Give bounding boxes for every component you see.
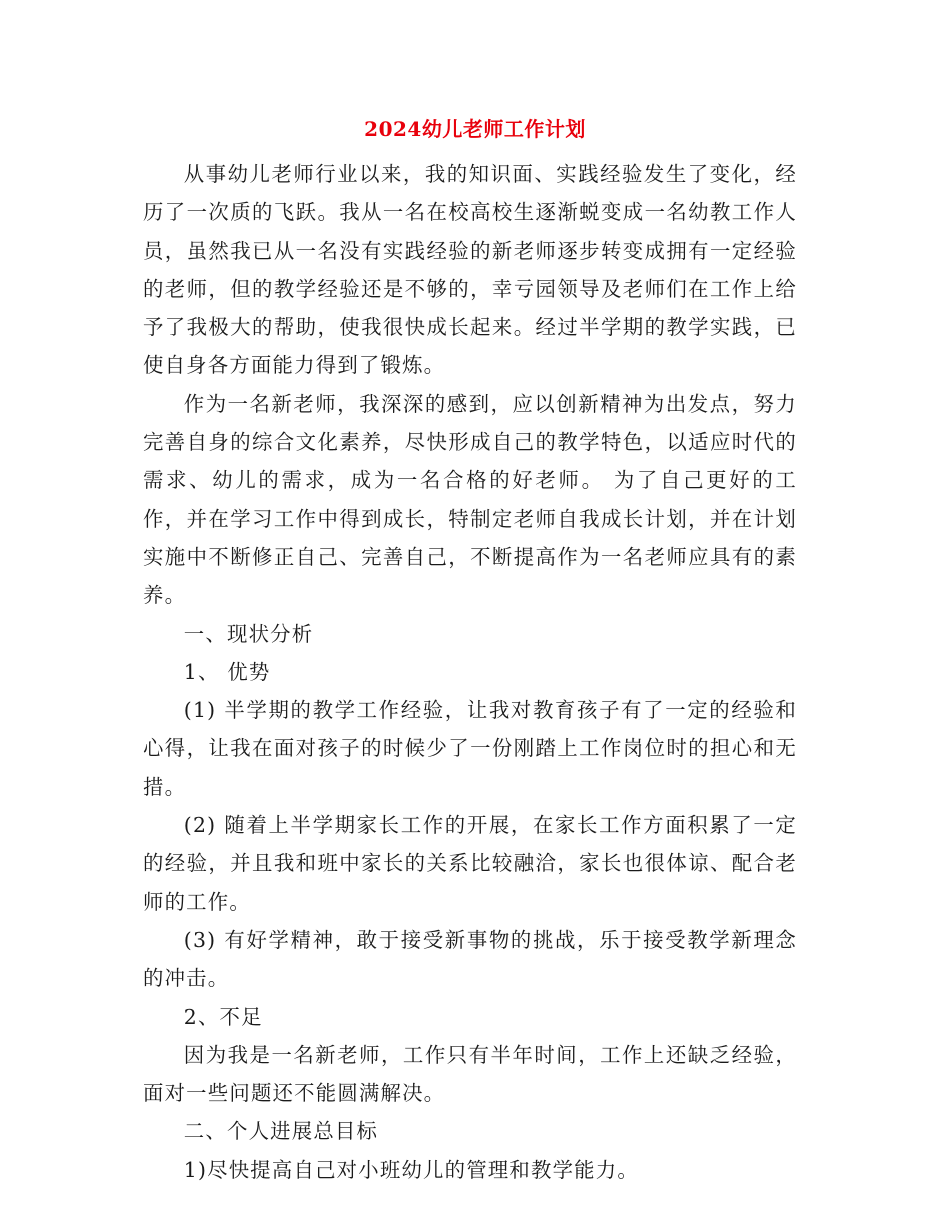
- document-body: [143, 155, 797, 1189]
- strength-item-3: (3) 有好学精神，敢于接受新事物的挑战，乐于接受教学新理念的冲击。: [143, 927, 797, 991]
- subheading-weaknesses: 2、不足: [183, 1004, 263, 1029]
- weakness-paragraph: 因为我是一名新老师，工作只有半年时间，工作上还缺乏经验，面对一些问题还不能圆满解决。: [143, 1042, 797, 1106]
- paragraph-intro-experience: 从事幼儿老师行业以来，我的知识面、实践经验发生了变化，经历了一次质的飞跃。我从一名在校高校生逐渐蜕变成一名幼教工作人员，虽然我已从一名没有实践经验的新老师逐步转变成拥有一定经验的老师，但的教学经验还是不够的，幸亏园领导及老师们在工作上给予了我极大的帮助，使我很快成长起来。经过半学期的教学实践，已使自身各方面能力得到了锻炼。: [143, 162, 797, 378]
- strength-item-1: (1) 半学期的教学工作经验，让我对教育孩子有了一定的经验和心得，让我在面对孩子的时候少了一份刚踏上工作岗位时的担心和无措。: [143, 698, 797, 799]
- paragraph-new-teacher-goals: 作为一名新老师，我深深的感到，应以创新精神为出发点，努力完善自身的综合文化素养，尽快形成自己的教学特色，以适应时代的需求、幼儿的需求，成为一名合格的好老师。 为了自己更好的工作，并在学习工作中得到成长，特制定老师自我成长计划，并在计划实施中不断修正自己、完善自己，不断提高作为一名老师应具有的素养。: [143, 391, 797, 608]
- section-heading-status-analysis: 一、现状分析: [183, 621, 314, 646]
- section-heading-personal-goals: 二、个人进展总目标: [183, 1119, 379, 1144]
- subheading-strengths: 1、 优势: [183, 659, 271, 684]
- document-title: 2024幼儿老师工作计划: [364, 117, 586, 141]
- goal-item-1: 1)尽快提高自己对小班幼儿的管理和教学能力。: [183, 1157, 639, 1182]
- strength-item-2: (2) 随着上半学期家长工作的开展，在家长工作方面积累了一定的经验，并且我和班中家长的关系比较融洽，家长也很体谅、配合老师的工作。: [143, 813, 797, 914]
